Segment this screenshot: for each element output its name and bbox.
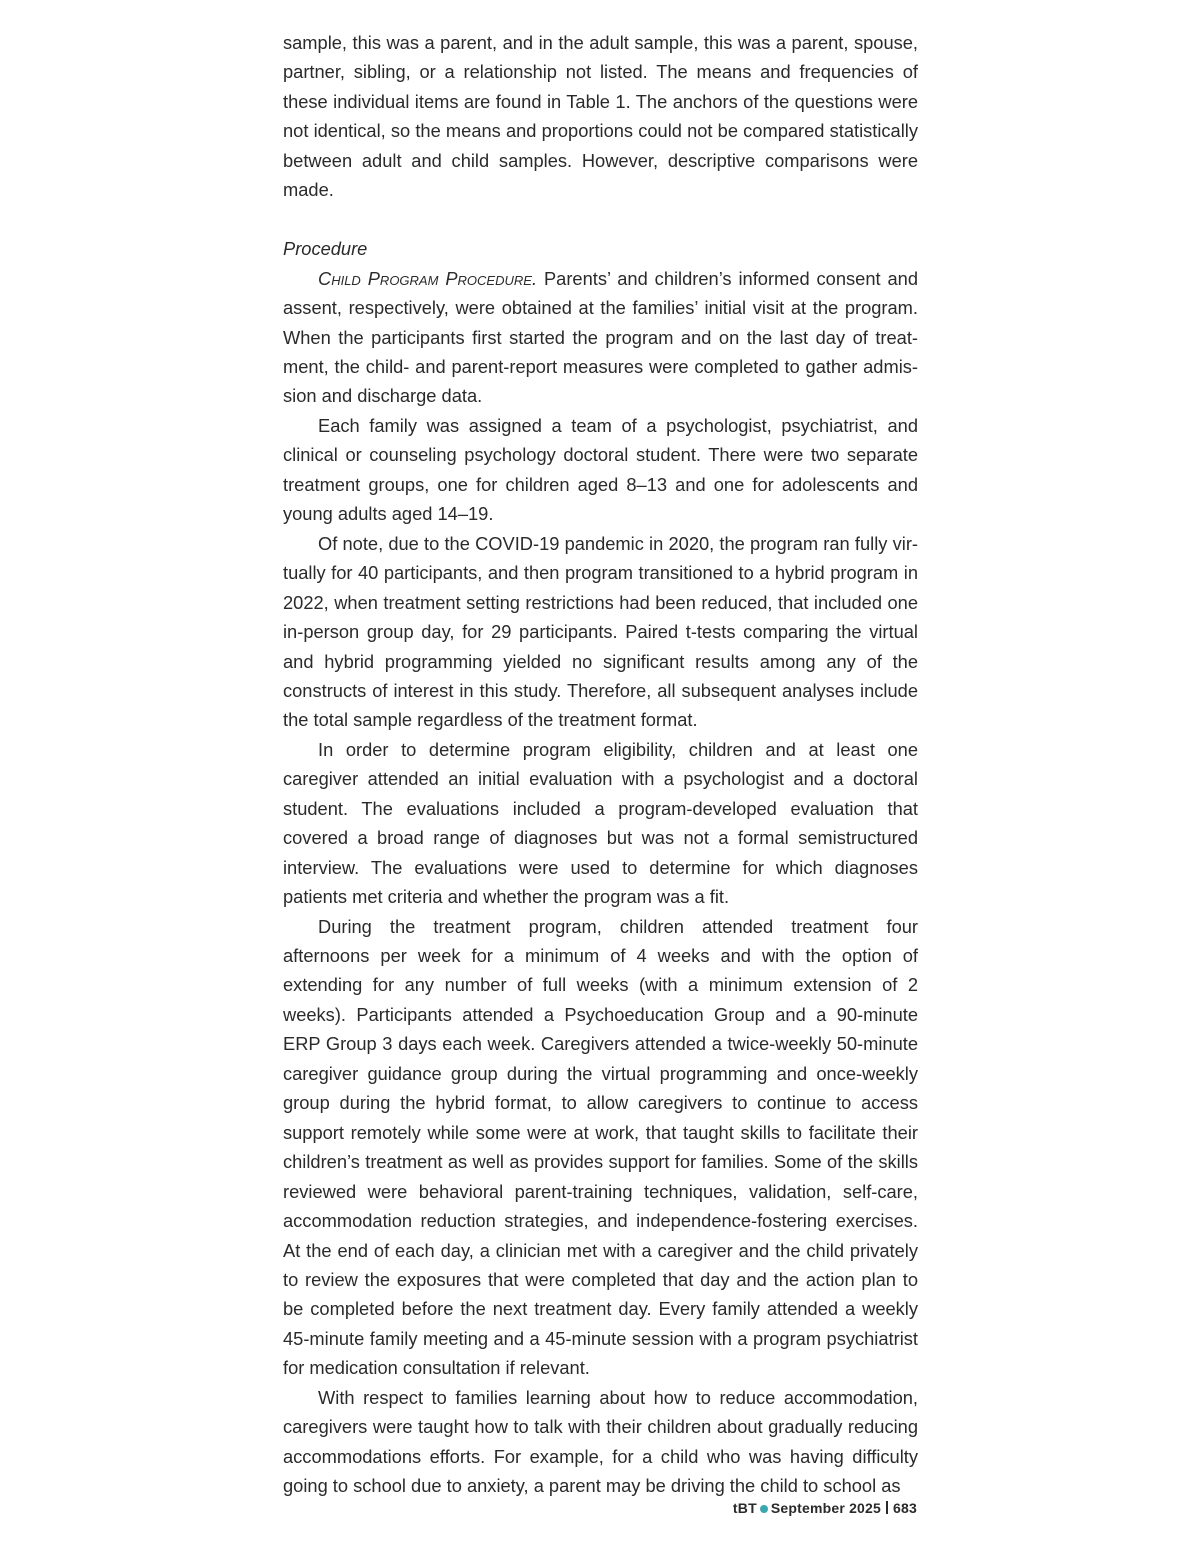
issue-date: September 2025 [770,1500,882,1516]
paragraph-accommodation: With respect to families learning about how to reduce accommodation, caregivers were taught how to talk with their children about gradually reducing accommodations efforts. For example, for a child who was having difficulty going to school due to anxiety, a parent may be driving the child to school as [283,1386,918,1497]
paragraph-treatment: During the treatment program, children attended treatment four afternoons per week for a minimum of 4 weeks and with the option of extending for any number of full weeks (with a minimum extension of 2 weeks). Participants attended a Psychoeducation Group and a 90-minute ERP Group 3 days each week. Caregivers attended a twice-weekly 50-minute caregiver guidance group during the virtual programming and once-weekly group during the hybrid format, to allow caregivers to continue to access support remotely while some were at work, that taught skills to facilitate their children’s treatment as well as provides support for families. Some of the skills reviewed were behavioral parent-training techniques, validation, self-care, accommodation reduction strategies, and independence-fostering exercises. At the end of each day, a clinician met with a caregiver and the child privately to review the exposures that were completed that day and the action plan to be completed before the next treatment day. Every family attended a weekly 45-minute family meeting and a 45-minute session with a program psychiatrist for medication consultation if relevant. [283,915,918,1379]
section-spacer [283,205,918,234]
article-body [283,28,918,1501]
journal-name: tBT [732,1500,757,1516]
bullet-dot-icon [760,1505,768,1513]
page-number: 683 [893,1500,917,1516]
paragraph-covid: Of note, due to the COVID-19 pandemic in 2020, the program ran fully virtually for 40 participants, and then program transitioned to a hybrid program in 2022, when treatment setting restrictions had been reduced, that included one in-person group day, for 29 participants. Paired t-tests comparing the virtual and hybrid programming yielded no significant results among any of the constructs of interest in this study. Therefore, all subsequent analyses include the total sample regardless of the treatment format. [283,532,918,731]
separator-bar [886,1501,888,1514]
page-footer [733,1500,917,1516]
paragraph-child-program [283,264,918,411]
section-heading: Procedure [283,238,368,260]
paragraph-text: Parents’ and children’s informed consent and assent, respectively, were obtained at the families’ initial visit at the program. When the participants first started the program and on the last day of treatment, the child- and parent-report measures were completed to gather admission and discharge data. [283,267,918,407]
subheading: Child Program Procedure. [318,267,538,289]
intro-paragraph: sample, this was a parent, and in the adult sample, this was a parent, spouse, partner, sibling, or a relationship not listed. The means and frequencies of these individual items are found in Table 1. The anchors of the questions were not identical, so the means and proportions could not be compared statistically between adult and child samples. However, descriptive comparisons were made. [283,32,918,201]
paragraph-team: Each family was assigned a team of a psychologist, psychiatrist, and clinical or counseling psychology doctoral student. There were two separate treatment groups, one for children aged 8–13 and one for adolescents and young adults aged 14–19. [283,414,918,525]
paragraph-eligibility: In order to determine program eligibility, children and at least one caregiver attended an initial evaluation with a psychologist and a doctoral student. The evaluations included a program-developed evaluation that covered a broad range of diagnoses but was not a formal semistructured interview. The evaluations were used to determine for which diagnoses patients met criteria and whether the program was a fit. [283,738,918,908]
